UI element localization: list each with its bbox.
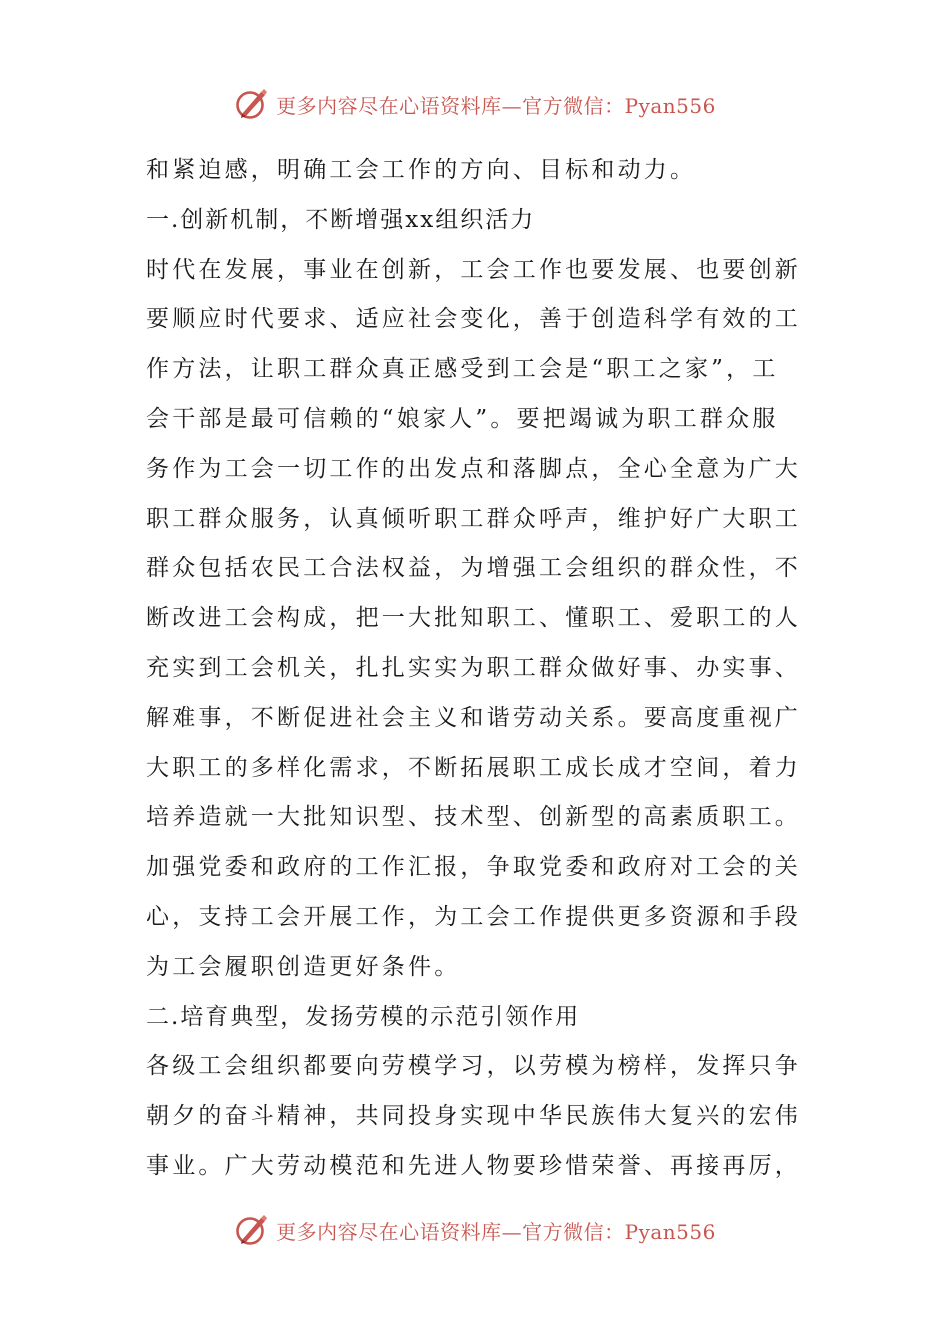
- body-line: 断改进工会构成，把一大批知职工、懂职工、爱职工的人: [146, 605, 801, 632]
- body-line: 大职工的多样化需求，不断拓展职工成长成才空间，着力: [146, 754, 801, 781]
- body-line: 会干部是最可信赖的“娘家人”。要把竭诚为职工群众服: [146, 405, 779, 432]
- body-line: 要顺应时代要求、适应社会变化，善于创造科学有效的工: [146, 306, 801, 333]
- watermark-text: 更多内容尽在心语资料库—官方微信：Pyan556: [276, 93, 716, 118]
- body-line: 群众包括农民工合法权益，为增强工会组织的群众性，不: [146, 555, 801, 582]
- body-line: 事业。广大劳动模范和先进人物要珍惜荣誉、再接再厉，: [146, 1152, 801, 1179]
- body-line: 和紧迫感，明确工会工作的方向、目标和动力。: [146, 157, 697, 183]
- body-line: 各级工会组织都要向劳模学习，以劳模为榜样，发挥只争: [146, 1053, 801, 1080]
- header-watermark: [0, 84, 950, 124]
- body-line: 解难事，不断促进社会主义和谐劳动关系。要高度重视广: [146, 704, 801, 731]
- watermark-text: 更多内容尽在心语资料库—官方微信：Pyan556: [276, 1219, 716, 1244]
- body-line: 加强党委和政府的工作汇报，争取党委和政府对工会的关: [146, 854, 801, 881]
- section-heading-2: 二.培育典型，发扬劳模的示范引领作用: [146, 1003, 581, 1030]
- footer-watermark: [0, 1210, 950, 1250]
- body-line: 作方法，让职工群众真正感受到工会是“职工之家”，工: [146, 356, 779, 383]
- body-line: 充实到工会机关，扎扎实实为职工群众做好事、办实事、: [146, 654, 801, 681]
- body-line: 时代在发展，事业在创新，工会工作也要发展、也要创新: [146, 256, 801, 283]
- body-line: 培养造就一大批知识型、技术型、创新型的高素质职工。: [146, 804, 801, 831]
- body-line: 心，支持工会开展工作，为工会工作提供更多资源和手段: [146, 903, 801, 930]
- document-body: [146, 146, 826, 1192]
- pen-logo-icon: [234, 86, 270, 122]
- section-heading-1: 一.创新机制，不断增强xx组织活力: [146, 206, 536, 233]
- body-line: 为工会履职创造更好条件。: [146, 953, 461, 980]
- body-line: 朝夕的奋斗精神，共同投身实现中华民族伟大复兴的宏伟: [146, 1103, 801, 1130]
- body-line: 职工群众服务，认真倾听职工群众呼声，维护好广大职工: [146, 505, 801, 532]
- pen-logo-icon: [234, 1212, 270, 1248]
- body-line: 务作为工会一切工作的出发点和落脚点，全心全意为广大: [146, 455, 801, 482]
